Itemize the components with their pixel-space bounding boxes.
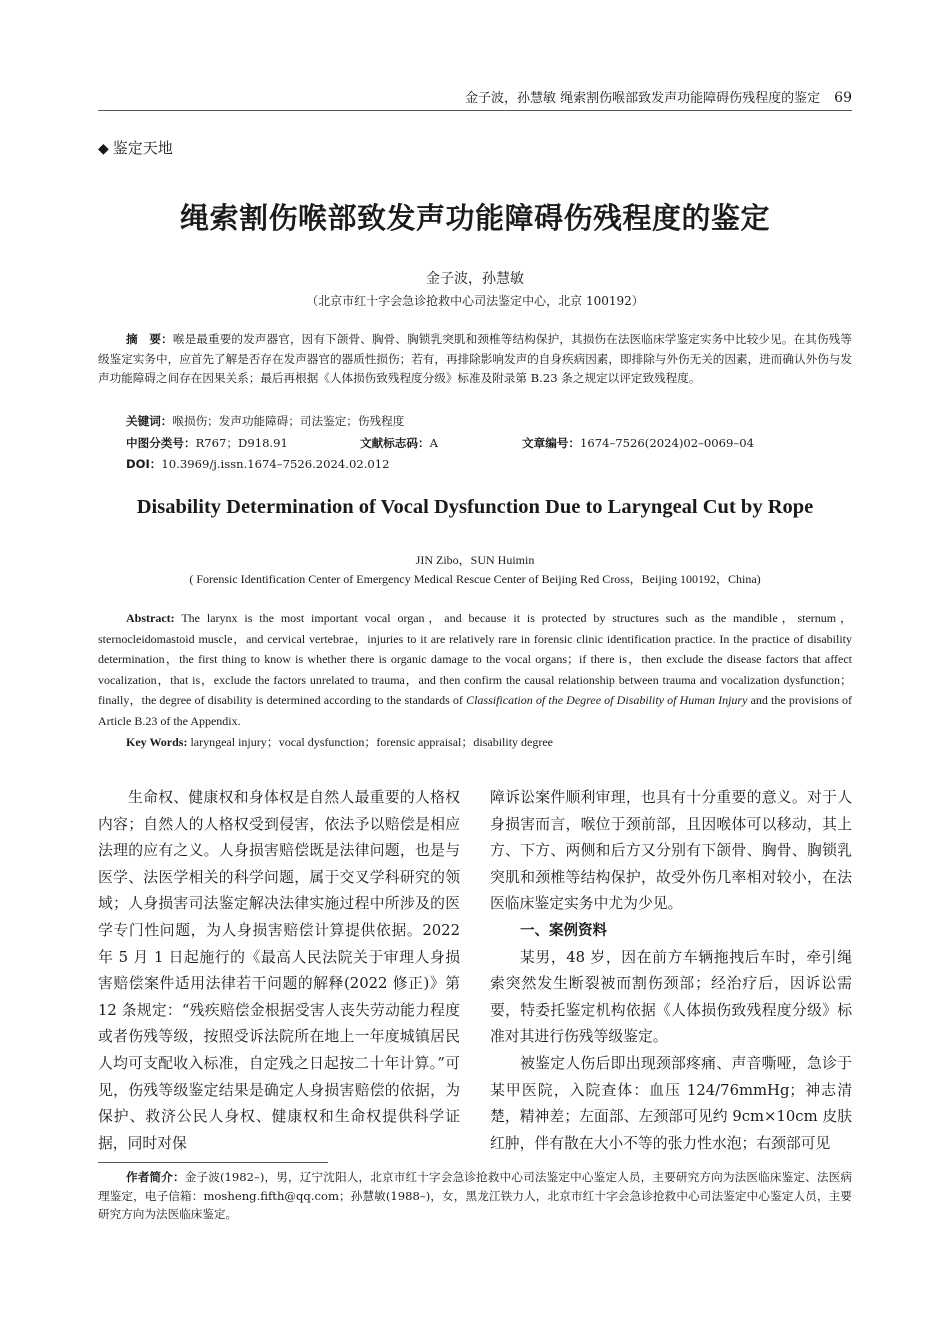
doi-label: DOI： [126, 457, 162, 471]
clc-number: 中图分类号：R767；D918.91 [126, 436, 288, 450]
abstract-cn [98, 330, 852, 389]
standard-title-italic: Classification of the Degree of Disability of Human Injury [466, 693, 748, 708]
body-column-left [98, 785, 460, 1157]
keywords-cn-label: 关键词： [126, 414, 173, 428]
running-head-text: 金子波，孙慧敏 绳索割伤喉部致发声功能障碍伤残程度的鉴定 [465, 91, 821, 106]
keywords-en-text: laryngeal injury；vocal dysfunction；forensic appraisal；disability degree [187, 735, 554, 749]
author-footnote [98, 1168, 852, 1224]
authors-cn: 金子波，孙慧敏 [426, 271, 524, 287]
running-head [98, 88, 852, 111]
body-paragraph: 某男，48 岁，因在前方车辆拖拽后车时，牵引绳索突然发生断裂被而割伤颈部；经治疗后，因诉讼需要，特委托鉴定机构依据《人体损伤致残程度分级》标准对其进行伤残等级鉴定。 [490, 948, 852, 1046]
footnote-label: 作者简介： [126, 1170, 185, 1184]
footnote-text: 金子波(1982–)，男，辽宁沈阳人，北京市红十字会急诊抢救中心司法鉴定中心鉴定人员，主要研究方向为法医临床鉴定、法医病理鉴定，电子信箱：mosheng.fifth@qq.com；孙慧敏(1988–)，女，黑龙江铁力人，北京市红十字会急诊抢救中心司法鉴定中心鉴定人员，主要研究方向为法医临床鉴定。 [98, 1170, 852, 1221]
body-paragraph: 被鉴定人伤后即出现颈部疼痛、声音嘶哑，急诊于某甲医院，入院查体：血压 124/76mmHg；神志清楚，精神差；左面部、左颈部可见约 9cm×10cm 皮肤红肿，伴有散在大小不等的张力性水泡；右颈部可见 [490, 1054, 852, 1152]
keywords-en [126, 733, 553, 750]
diamond-icon: ◆ [98, 141, 109, 157]
article-number: 文章编号：1674–7526(2024)02–0069–04 [522, 436, 754, 450]
abstract-cn-label: 摘 要： [126, 332, 173, 346]
abstract-cn-text: 喉是最重要的发声器官，因有下颌骨、胸骨、胸锁乳突肌和颈椎等结构保护，其损伤在法医临床学鉴定实务中比较少见。在其伤残等级鉴定实务中，应首先了解是否存在发声器官的器质性损伤；若有，再排除影响发声的自身疾病因素，即排除与外伤无关的因素，进而确认外伤与发声功能障碍之间存在因果关系；最后再根据《人体损伤致残程度分级》标准及附录第 B.23 条之规定以评定致残程度。 [98, 332, 852, 385]
abstract-en-text-1: The larynx is the most important vocal organ，and because it is protected by structures such as the mandible，sternum，sternocleidomastoid muscle，and cervical vertebrae，injuries to it are relatively rare in forensic clinic identification practice. In the practice of disability determination，the first thing to know is whether there is organic damage to the vocal organs；if there is，then exclude the disease factors that affect vocalization，that is，exclude the factors unrelated to trauma，and then confirm the causal relationship between trauma and vocalization dysfunction；finally，the degree of disability is determined according to the standards of [98, 611, 852, 708]
abstract-en-label: Abstract: [126, 611, 175, 625]
page-number: 69 [834, 90, 852, 106]
keywords-cn-text: 喉损伤；发声功能障碍；司法鉴定；伤残程度 [172, 414, 405, 428]
doi [126, 456, 390, 472]
abstract-en [98, 608, 852, 732]
abstract-en-text-2: and the provisions of Article B.23 of the Appendix. [98, 693, 852, 728]
body-paragraph: 障诉讼案件顺利审理，也具有十分重要的意义。对于人身损害而言，喉位于颈前部，且因喉体可以移动，其上方、下方、两侧和后方又分别有下颌骨、胸骨、胸锁乳突肌和颈椎等结构保护，故受外伤几率相对较小，在法医临床鉴定实务中尤为少见。 [490, 789, 852, 913]
affiliation-en: ( Forensic Identification Center of Emergency Medical Rescue Center of Beijing Red Cross，Beijing 100192，China) [189, 572, 761, 586]
authors-en: JIN Zibo，SUN Huimin [415, 553, 535, 567]
footnote-divider [98, 1162, 328, 1163]
keywords-cn [126, 413, 404, 429]
section-heading: 一、案例资料 [520, 922, 607, 939]
affiliation-cn: （北京市红十字会急诊抢救中心司法鉴定中心，北京 100192） [306, 294, 644, 308]
doi-value: 10.3969/j.issn.1674–7526.2024.02.012 [161, 457, 390, 471]
body-paragraph: 生命权、健康权和身体权是自然人最重要的人格权内容；自然人的人格权受到侵害，依法予以赔偿是相应法理的应有之义。人身损害赔偿既是法律问题，也是与医学、法医学相关的科学问题，属于交叉学科研究的领域；人身损害司法鉴定解决法律实施过程中所涉及的医学专门性问题，为人身损害赔偿计算提供依据。2022 年 5 月 1 日起施行的《最高人民法院关于审理人身损害赔偿案件适用法律若干问题的解释(2022 修正)》第 12 条规定：“残疾赔偿金根据受害人丧失劳动能力程度或者伤残等级，按照受诉法院所在地上一年度城镇居民人均可支配收入标准，自定残之日起按二十年计算。”可见，伤残等级鉴定结果是确定人身损害赔偿的依据，为保护、救济公民人身权、健康权和生命权提供科学证据，同时对保 [98, 789, 460, 1152]
article-title-cn: 绳索割伤喉部致发声功能障碍伤残程度的鉴定 [179, 201, 770, 235]
section-tag [98, 137, 173, 158]
document-code: 文献标志码：A [360, 436, 438, 450]
classification-row [126, 435, 826, 455]
keywords-en-label: Key Words: [126, 735, 188, 749]
section-tag-label: 鉴定天地 [112, 139, 173, 157]
article-title-en: Disability Determination of Vocal Dysfunction Due to Laryngeal Cut by Rope [136, 496, 814, 518]
body-column-right [490, 785, 852, 1157]
